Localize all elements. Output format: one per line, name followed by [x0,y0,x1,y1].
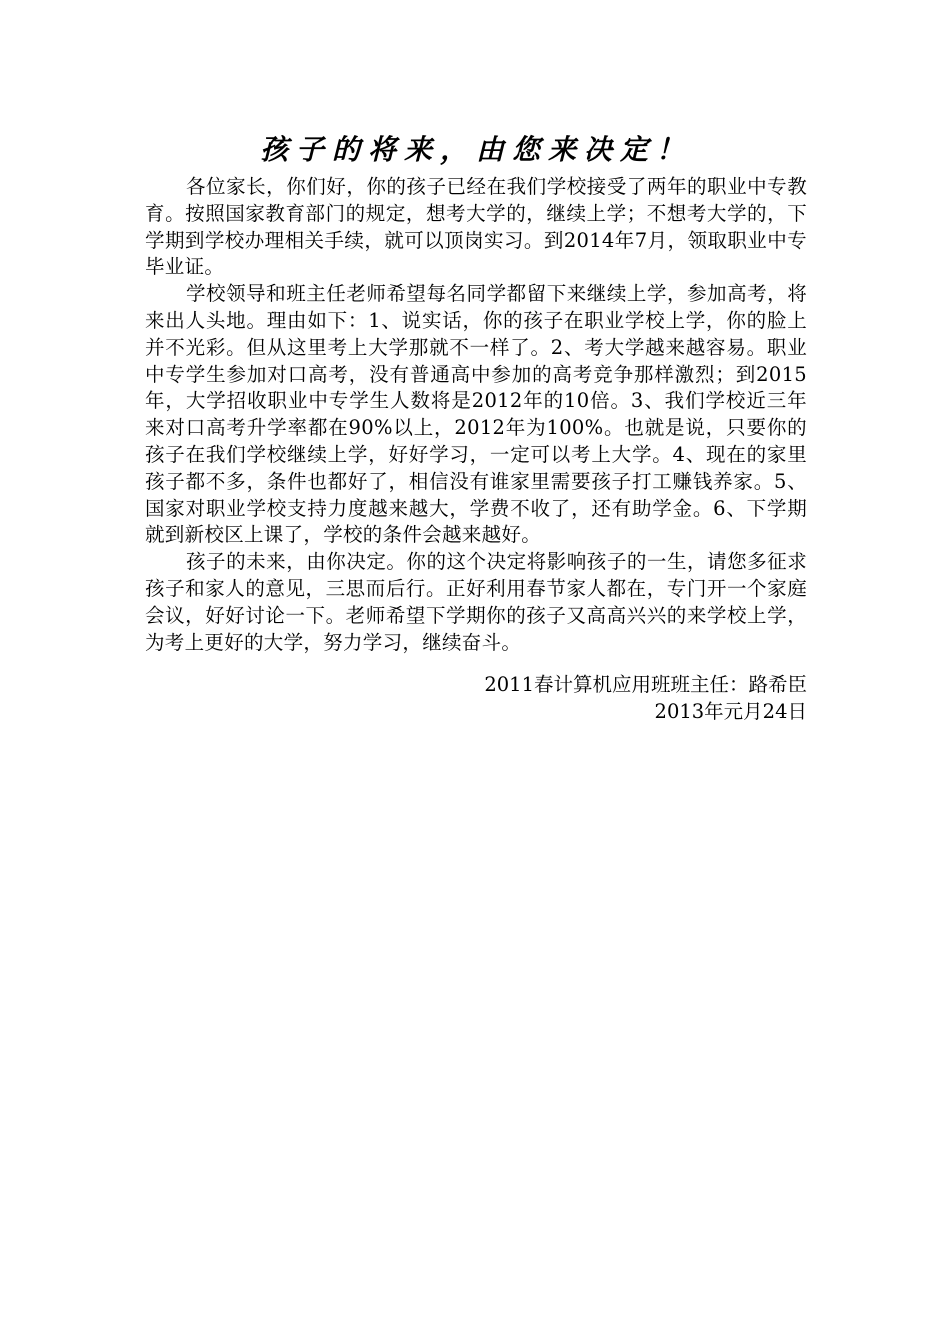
document-title: 孩子的将来，由您来决定！ [259,133,692,166]
signature-date: 2013年元月24日 [654,699,807,723]
signature-author: 2011春计算机应用班班主任：路希臣 [484,673,807,696]
paragraph-reasons: 学校领导和班主任老师希望每名同学都留下来继续上学，参加高考，将来出人头地。理由如下：1、说实话，你的孩子在职业学校上学，你的脸上并不光彩。但从这里考上大学那就不一样了。2、考大学越来越容易。职业中专学生参加对口高考，没有普通高中参加的高考竞争那样激烈；到2015年，大学招收职业中专学生人数将是2012年的10倍。3、我们学校近三年来对口高考升学率都在90%以上，2012年为100%。也就是说，只要你的孩子在我们学校继续上学，好好学习，一定可以考上大学。4、现在的家里孩子都不多，条件也都好了，相信没有谁家里需要孩子打工赚钱养家。5、国家对职业学校支持力度越来越大，学费不收了，还有助学金。6、下学期就到新校区上课了，学校的条件会越来越好。 [145,282,807,547]
signature-block [145,672,807,726]
paragraph-greeting: 各位家长，你们好，你的孩子已经在我们学校接受了两年的职业中专教育。按照国家教育部门的规定，想考大学的，继续上学；不想考大学的，下学期到学校办理相关手续，就可以顶岗实习。到2014年7月，领取职业中专毕业证。 [145,175,807,279]
paragraph-conclusion: 孩子的未来，由你决定。你的这个决定将影响孩子的一生，请您多征求孩子和家人的意见，三思而后行。正好利用春节家人都在，专门开一个家庭会议，好好讨论一下。老师希望下学期你的孩子又高高兴兴的来学校上学，为考上更好的大学，努力学习，继续奋斗。 [145,550,807,654]
document-body [145,174,807,656]
